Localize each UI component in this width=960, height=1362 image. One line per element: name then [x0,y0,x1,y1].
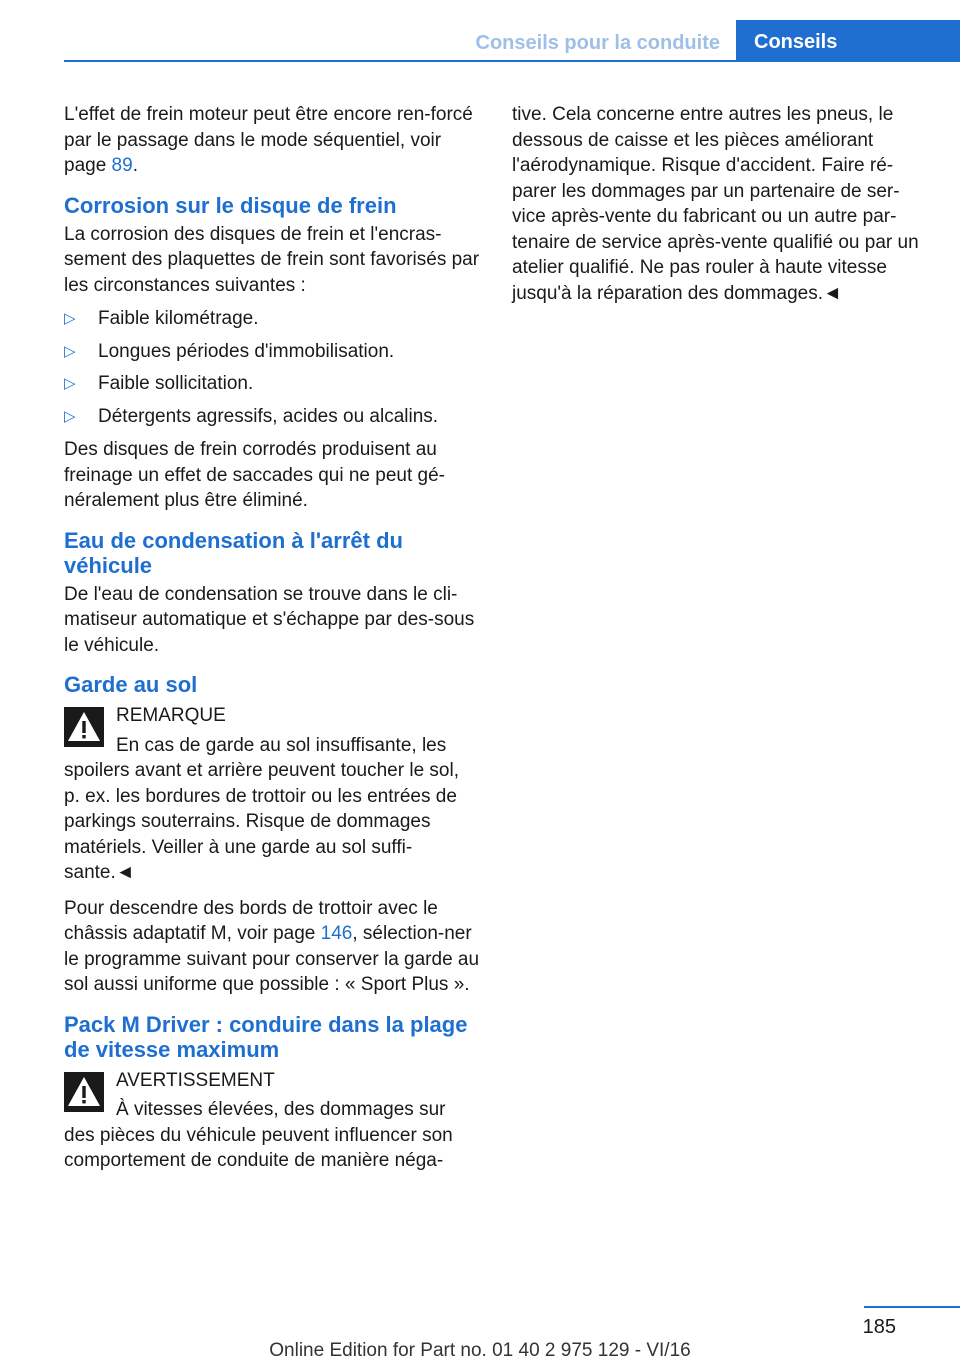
corrosion-list [64,306,480,429]
corrosion-outro: Des disques de frein corrodés produisent au freinage un effet de saccades qui ne peut gé-néralement plus être éliminé. [64,439,445,511]
warning-title: REMARQUE [116,705,226,726]
page-link-146[interactable]: 146 [320,923,353,944]
heading-condensation: Eau de condensation à l'arrêt du véhicule [64,527,403,578]
corrosion-intro: La corrosion des disques de frein et l'encras-sement des plaquettes de frein sont favorisés par les circonstances suivantes : [64,223,480,296]
left-column [64,102,480,1184]
ground-paragraph [64,896,480,998]
list-item [64,306,480,332]
header-chapter-tab: Conseils [736,20,960,62]
warning-first-line: À vitesses élevées, des dommages sur [116,1099,446,1120]
triangle-bullet-icon: ▷ [64,310,76,327]
warning-block-avertissement [64,1068,480,1174]
header-section-title: Conseils pour la conduite [475,32,720,54]
warning-continuation: tive. Cela concerne entre autres les pneus, le dessous de caisse et les pièces améliorant l'aérodynamique. Risque d'accident. Faire ré-parer les dommages par un partenaire de ser-vice après-vente du fabricant ou un autre par-tenaire de service après-vente qualifié ou par un atelier qualifié. Ne pas rouler à haute vitesse jusqu'à la réparation des dommages.◄ [512,104,919,304]
heading-corrosion: Corrosion sur le disque de frein [64,192,397,218]
list-item [64,404,480,430]
page-number: 185 [862,1316,896,1338]
footer-rule [864,1306,960,1308]
list-item-text: Faible kilométrage. [98,308,259,329]
heading-ground-clearance: Garde au sol [64,672,198,697]
warning-first-line: En cas de garde au sol insuffisante, les [116,734,447,756]
triangle-bullet-icon: ▷ [64,375,76,392]
intro-paragraph [64,102,480,179]
header-rule [64,60,960,62]
right-column [512,102,932,314]
footer-edition: Online Edition for Part no. 01 40 2 975 129 - VI/16 [269,1340,691,1361]
intro-text: L'effet de frein moteur peut être encore ren-forcé par le passage dans le mode séquentiel, voir page [64,104,473,176]
heading-pack-m-driver: Pack M Driver : conduire dans la plage de vitesse maximum [64,1011,468,1062]
condensation-text: De l'eau de condensation se trouve dans le cli-matiseur automatique et s'échappe par des-sous le véhicule. [64,583,475,656]
page-link-89[interactable]: 89 [111,155,133,176]
triangle-bullet-icon: ▷ [64,342,76,360]
warning-body: spoilers avant et arrière peuvent toucher le sol, p. ex. les bordures de trottoir ou les entrées de parkings souterrains. Risque de dommages matériels. Veiller à une garde au sol suffi-sante.◄ [64,760,459,883]
triangle-bullet-icon: ▷ [64,407,76,425]
warning-triangle-icon [64,707,104,747]
list-item [64,339,480,365]
list-item [64,371,480,397]
page-header [0,0,960,62]
warning-triangle-icon [64,1072,104,1112]
list-item-text: Longues périodes d'immobilisation. [98,340,395,362]
list-item-text: Détergents agressifs, acides ou alcalins. [98,405,439,427]
intro-end: . [132,155,138,176]
ground-text-after: , sélection-ner le programme suivant pour conserver la garde au sol aussi uniforme que possible : « Sport Plus ». [64,923,480,995]
ground-text-before: Pour descendre des bords de trottoir avec le châssis adaptatif M, voir page [64,897,438,944]
warning-block-remarque [64,703,480,886]
list-item-text: Faible sollicitation. [98,373,254,394]
warning-body: des pièces du véhicule peuvent influencer son comportement de conduite de manière néga- [64,1124,453,1171]
warning-title: AVERTISSEMENT [116,1069,275,1091]
